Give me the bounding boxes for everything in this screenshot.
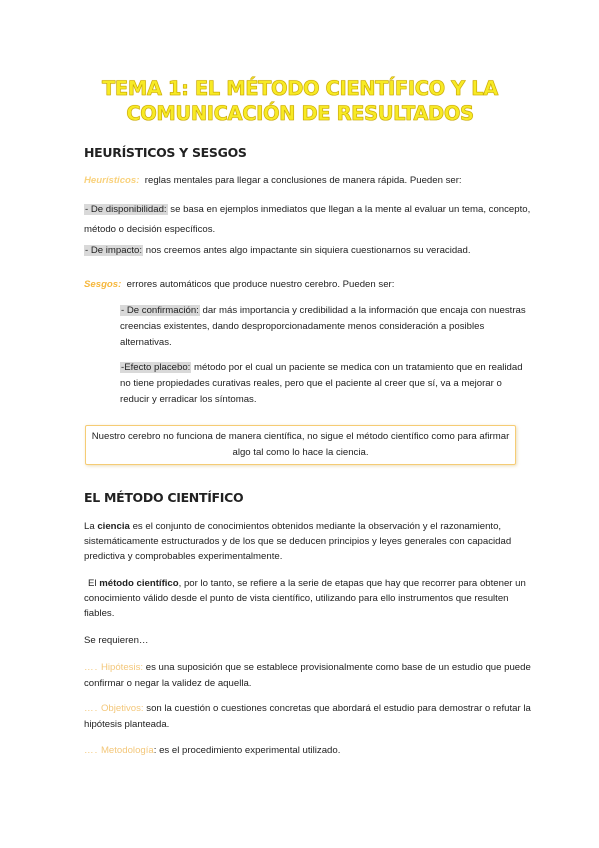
- placebo-label: -Efecto placebo:: [121, 362, 191, 373]
- confirmacion-line-1: [120, 303, 526, 319]
- confirmacion-text-1: dar más importancia y credibilidad a la información que encaja con nuestras: [202, 305, 526, 316]
- placebo-line-2: no tiene propiedades curativas reales, pero que el paciente al creer que sí, va a mejorar o: [120, 378, 502, 389]
- heading-heuristicos-sesgos: HEURÍSTICOS Y SESGOS: [84, 145, 247, 160]
- metodologia-item: [84, 742, 340, 759]
- heading-metodo-cientifico: EL MÉTODO CIENTÍFICO: [84, 490, 244, 505]
- objetivos-term: Objetivos:: [100, 703, 144, 714]
- placebo-text-1: método por el cual un paciente se medica con un tratamiento que en realidad: [194, 362, 523, 373]
- hipotesis-line-2: confirmar o negar la validez de aquella.: [84, 678, 252, 689]
- ciencia-text-1: es el conjunto de conocimientos obtenidos mediante la observación y el razonamiento,: [132, 521, 502, 532]
- confirmacion-line-2: creencias existentes, dando desproporcionadamente menos consideración a posibles: [120, 321, 485, 332]
- metodo-line-3: fiables.: [84, 608, 115, 619]
- hipotesis-term: Hipótesis:: [100, 662, 144, 673]
- callout-line-2: algo tal como lo hace la ciencia.: [232, 447, 369, 458]
- metodo-term: método científico: [99, 578, 179, 589]
- metodologia-dots: ….: [84, 745, 99, 756]
- confirmacion-block: [120, 303, 526, 351]
- objetivos-text-1: son la cuestión o cuestiones concretas que abordará el estudio para demostrar o refutar la: [146, 703, 531, 714]
- metodo-paragraph: [84, 576, 526, 621]
- hipotesis-text-1: es una suposición que se establece provisionalmente como base de un estudio que puede: [145, 662, 531, 673]
- ciencia-paragraph: [84, 519, 511, 564]
- metodologia-term: Metodología: [100, 745, 154, 756]
- heuristicos-text: reglas mentales para llegar a conclusiones de manera rápida. Pueden ser:: [144, 175, 462, 186]
- callout-line-1: Nuestro cerebro no funciona de manera científica, no sigue el método científico como para afirmar: [91, 431, 510, 442]
- heuristicos-paragraph: [84, 172, 462, 189]
- hipotesis-item: [84, 660, 531, 692]
- ciencia-pre: La: [84, 521, 95, 532]
- requieren-text: Se requieren…: [84, 635, 149, 646]
- confirmacion-line-3: alternativas.: [120, 337, 172, 348]
- title-line-2: COMUNICACIÓN DE RESULTADOS: [126, 102, 474, 125]
- metodo-pre: El: [88, 578, 97, 589]
- ciencia-line-3: predictiva y comprobables experimentalmente.: [84, 551, 283, 562]
- sesgos-text: errores automáticos que produce nuestro cerebro. Pueden ser:: [126, 279, 395, 290]
- sesgos-paragraph: [84, 276, 394, 293]
- ciencia-line-1: [84, 519, 511, 534]
- objetivos-line-1: [84, 701, 531, 717]
- placebo-line-3: reducir y erradicar los síntomas.: [120, 394, 257, 405]
- impacto-label: - De impacto:: [85, 245, 143, 256]
- sesgos-term: Sesgos:: [84, 279, 122, 290]
- ciencia-term: ciencia: [97, 521, 130, 532]
- disponibilidad-line-1: [84, 201, 530, 218]
- objetivos-item: [84, 701, 531, 733]
- hipotesis-dots: ….: [84, 662, 99, 673]
- objetivos-dots: ….: [84, 703, 99, 714]
- metodo-line-1: [88, 576, 526, 591]
- page-title: [60, 76, 540, 126]
- metodologia-text: : es el procedimiento experimental utilizado.: [153, 745, 341, 756]
- confirmacion-label: - De confirmación:: [121, 305, 199, 316]
- impacto-line: [84, 242, 471, 259]
- callout-box: [85, 425, 516, 465]
- placebo-line-1: [120, 360, 523, 376]
- objetivos-line-2: hipótesis planteada.: [84, 719, 170, 730]
- disponibilidad-line-2: método o decisión específicos.: [84, 224, 216, 235]
- disponibilidad-text-1: se basa en ejemplos inmediatos que llegan a la mente al evaluar un tema, concepto,: [170, 204, 531, 215]
- metodo-line-2: conocimiento válido desde el punto de vista científico, utilizando para ello instrumentos que resulten: [84, 593, 509, 604]
- disponibilidad-label: - De disponibilidad:: [85, 204, 167, 215]
- impacto-text: nos creemos antes algo impactante sin siquiera cuestionarnos su veracidad.: [145, 245, 471, 256]
- title-line-1: TEMA 1: EL MÉTODO CIENTÍFICO Y LA: [102, 77, 498, 100]
- hipotesis-line-1: [84, 660, 531, 676]
- ciencia-line-2: sistemáticamente estructurados y de los que se deducen principios y leyes generales con capacidad: [84, 536, 512, 547]
- metodo-text-1: , por lo tanto, se refiere a la serie de etapas que hay que recorrer para obtener un: [178, 578, 526, 589]
- heuristicos-term: Heurísticos:: [84, 175, 140, 186]
- placebo-block: [120, 360, 523, 408]
